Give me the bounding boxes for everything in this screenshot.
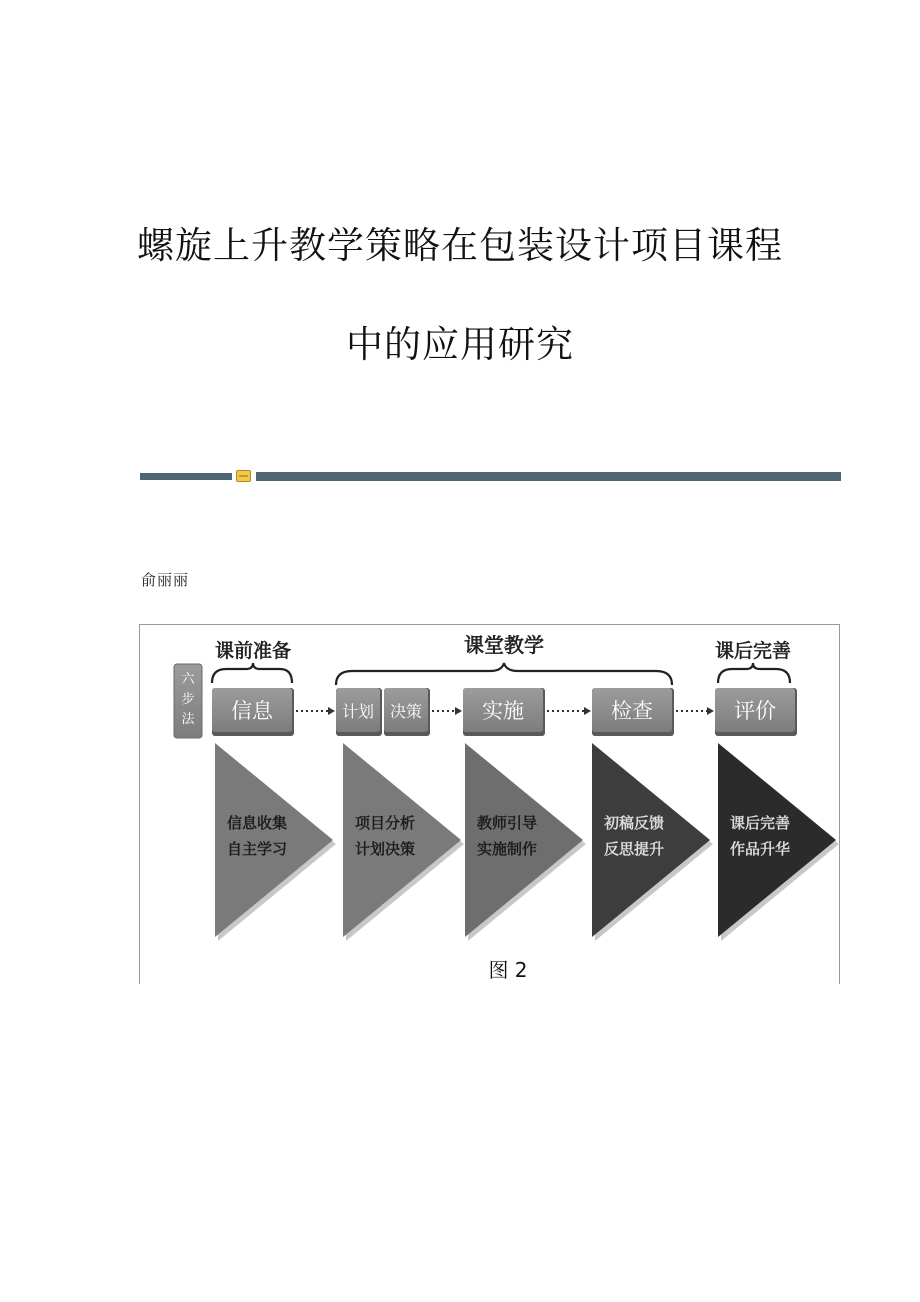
process-arrow-2-line-1: 项目分析 [355,814,416,832]
process-arrow-3-line-2: 实施制作 [477,840,538,858]
process-arrow-5-line-2: 作品升华 [730,840,791,858]
phase-header-post-class: 课后完善 [714,640,792,662]
process-arrow-5-line-1: 课后完善 [730,814,791,832]
phase-header-pre-class: 课前准备 [214,640,292,662]
step-check [592,688,674,736]
decorative-rule-right [256,472,841,481]
brace-in-class [336,663,672,685]
step-decide [384,688,430,736]
decorative-rule-badge-icon [236,470,251,482]
arrowhead-2 [455,707,462,715]
process-arrow-4-line-1: 初稿反馈 [604,814,665,832]
step-decide-label: 决策 [389,702,423,721]
process-arrow-3-line-1: 教师引导 [477,814,538,832]
process-arrow-4-line-2: 反思提升 [604,840,665,858]
process-arrow-1-line-1: 信息收集 [227,814,288,832]
phase-header-in-class: 课堂教学 [464,633,544,657]
step-info-label: 信息 [231,699,273,723]
step-plan [336,688,382,736]
side-label-char-3: 法 [181,712,195,727]
step-info [212,688,294,736]
arrowhead-3 [584,707,591,715]
process-arrow-1-line-2: 自主学习 [227,840,288,858]
step-implement-label: 实施 [482,699,524,723]
side-label-char-2: 步 [181,692,195,707]
figure-diagram [140,625,840,984]
brace-pre-class [212,663,292,683]
arrowhead-4 [707,707,714,715]
step-plan-label: 计划 [341,702,375,721]
author-name: 俞丽丽 [141,571,190,589]
arrowhead-1 [328,707,335,715]
step-check-label: 检查 [611,699,653,723]
decorative-rule-left [140,473,232,480]
brace-post-class [718,663,790,683]
figure-caption: 图 2 [488,958,528,982]
document-title-line-2: 中的应用研究 [346,323,574,366]
process-arrow-2-line-2: 计划决策 [355,840,416,858]
figure-six-step-method [139,624,840,984]
side-label-char-1: 六 [181,672,195,687]
document-title-line-1: 螺旋上升教学策略在包装设计项目课程 [137,224,783,267]
step-evaluate-label: 评价 [734,699,776,723]
step-implement [463,688,545,736]
step-evaluate [715,688,797,736]
